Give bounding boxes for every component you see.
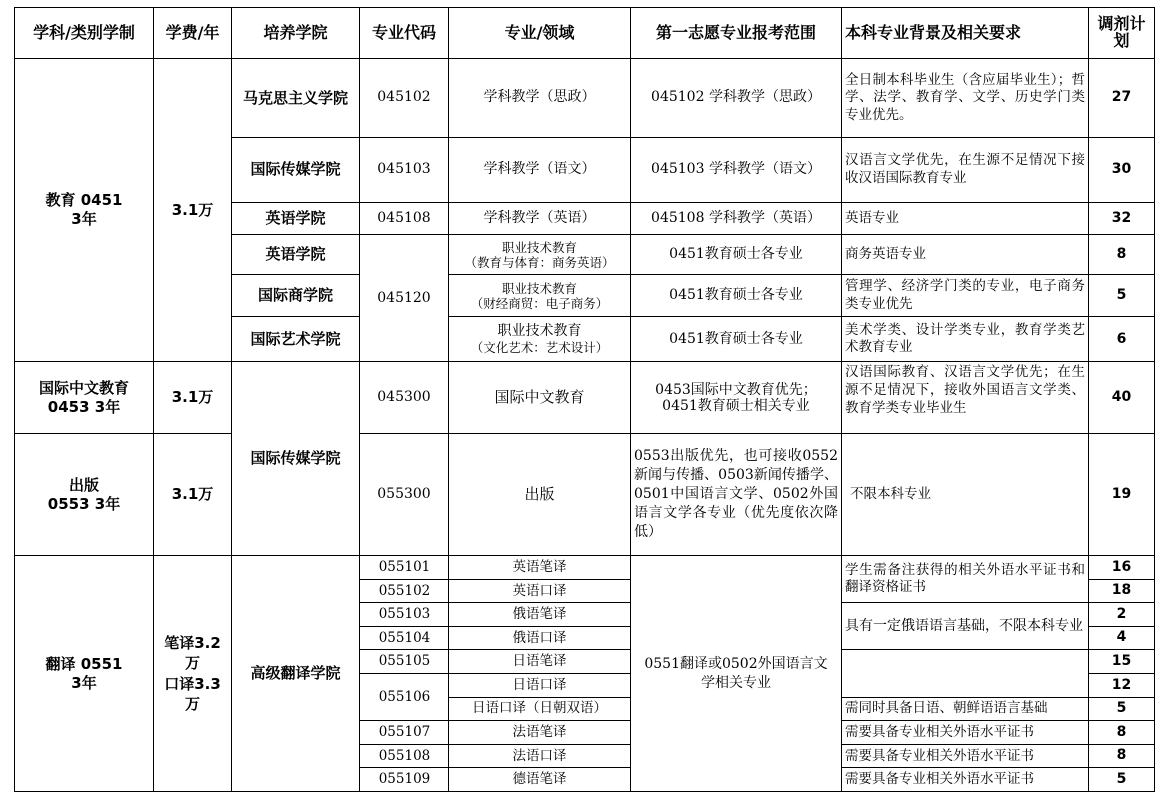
table-row	[15, 434, 1155, 556]
plan-cell: 18	[1089, 579, 1155, 603]
requirement-cell	[842, 362, 1089, 434]
header-college: 培养学院	[232, 8, 360, 59]
scope-cell: 0451教育硕士各专业	[631, 275, 842, 317]
code-cell: 045300	[360, 362, 449, 434]
category-duration: 3年	[71, 210, 97, 229]
category-name: 教育 0451	[45, 191, 123, 210]
category-duration: 3年	[71, 673, 97, 692]
header-scope: 第一志愿专业报考范围	[631, 8, 842, 59]
fee-cell-education: 3.1万	[154, 59, 232, 362]
requirement-cell: 汉语言文学优先，在生源不足情况下接收汉语国际教育专业	[842, 137, 1089, 202]
header-code: 专业代码	[360, 8, 449, 59]
requirement-cell: 英语专业	[842, 202, 1089, 235]
table-row	[15, 59, 1155, 138]
major-cell: 日语口译	[449, 674, 631, 698]
code-cell: 055300	[360, 434, 449, 556]
major-cell: 出版	[449, 434, 631, 556]
code-cell: 045108	[360, 202, 449, 235]
major-cell: 英语笔译	[449, 556, 631, 580]
requirement-cell: 需同时具备日语、朝鲜语语言基础	[842, 697, 1089, 721]
scope-cell: 0553出版优先，也可接收0552新闻与传播、0503新闻传播学、0501中国语言文学、0502外国语言文学各专业（优先度依次降低）	[631, 434, 842, 556]
college-cell: 国际商学院	[232, 275, 360, 317]
category-duration: 0453 3年	[47, 397, 121, 416]
category-cell-intl-chinese	[15, 362, 154, 434]
code-cell: 055102	[360, 579, 449, 603]
plan-cell: 16	[1089, 556, 1155, 580]
major-cell: 日语笔译	[449, 650, 631, 674]
table-row	[15, 556, 1155, 580]
fee-unit: 万	[184, 654, 200, 673]
code-cell: 045103	[360, 137, 449, 202]
header-major: 专业/领域	[449, 8, 631, 59]
category-name: 出版	[68, 475, 99, 494]
scope-cell	[631, 362, 842, 434]
major-subtitle: （财经商贸：电子商务）	[470, 295, 609, 311]
requirement-cell: 商务英语专业	[842, 235, 1089, 275]
scope-cell: 0451教育硕士各专业	[631, 235, 842, 275]
plan-cell: 2	[1089, 603, 1155, 627]
college-cell: 高级翻译学院	[232, 556, 360, 792]
college-cell: 英语学院	[232, 235, 360, 275]
scope-line: 0453国际中文教育优先；	[655, 381, 817, 398]
scope-cell: 0451教育硕士各专业	[631, 317, 842, 362]
college-cell: 英语学院	[232, 202, 360, 235]
category-cell-translation	[15, 556, 154, 792]
major-cell: 英语口译	[449, 579, 631, 603]
college-cell: 马克思主义学院	[232, 59, 360, 138]
fee-cell-intl-chinese: 3.1万	[154, 362, 232, 434]
fee-cell-translation	[154, 556, 232, 792]
plan-cell: 27	[1089, 59, 1155, 138]
code-cell: 055109	[360, 768, 449, 792]
plan-cell: 32	[1089, 202, 1155, 235]
category-duration: 0553 3年	[47, 494, 121, 513]
requirement-cell: 学生需备注获得的相关外语水平证书和翻译资格证书	[842, 556, 1089, 603]
enrollment-table	[14, 7, 1155, 792]
code-cell: 055106	[360, 674, 449, 721]
requirement-text: 汉语国际教育、汉语言文学优先；在生源不足情况下，接收外国语言文学类、教育学类专业毕业生	[845, 364, 1085, 416]
major-title: 职业技术教育	[501, 239, 577, 255]
major-cell: 法语口译	[449, 744, 631, 768]
fee-written: 笔译3.2	[164, 634, 221, 653]
major-subtitle: （教育与体育：商务英语）	[464, 254, 615, 270]
major-cell	[449, 235, 631, 275]
major-cell: 法语笔译	[449, 721, 631, 745]
requirement-cell: 需要具备专业相关外语水平证书	[842, 768, 1089, 792]
major-title: 职业技术教育	[497, 323, 582, 340]
plan-cell: 4	[1089, 626, 1155, 650]
major-cell: 学科教学（思政）	[449, 59, 631, 138]
major-cell	[449, 275, 631, 317]
plan-cell: 8	[1089, 744, 1155, 768]
requirement-cell: 需要具备专业相关外语水平证书	[842, 721, 1089, 745]
code-cell: 055103	[360, 603, 449, 627]
scope-cell: 0551翻译或0502外国语言文学相关专业	[631, 556, 842, 792]
plan-cell: 15	[1089, 650, 1155, 674]
header-category: 学科/类别学制	[15, 8, 154, 59]
code-cell: 045120	[360, 235, 449, 362]
college-cell: 国际传媒学院	[232, 137, 360, 202]
header-plan: 调剂计划	[1089, 8, 1155, 59]
scope-cell: 045102 学科教学（思政）	[631, 59, 842, 138]
plan-cell: 5	[1089, 697, 1155, 721]
plan-cell: 6	[1089, 317, 1155, 362]
requirement-cell: 美术学类、设计学类专业，教育学类艺术教育专业	[842, 317, 1089, 362]
requirement-cell: 管理学、经济学门类的专业，电子商务类专业优先	[842, 275, 1089, 317]
header-row	[15, 8, 1155, 59]
major-subtitle: （文化艺术：艺术设计）	[470, 340, 609, 356]
code-cell: 055104	[360, 626, 449, 650]
category-name: 翻译 0551	[45, 654, 123, 673]
requirement-cell-empty	[842, 650, 1089, 697]
college-cell: 国际艺术学院	[232, 317, 360, 362]
code-cell: 055107	[360, 721, 449, 745]
college-cell: 国际传媒学院	[232, 362, 360, 556]
plan-cell: 8	[1089, 721, 1155, 745]
header-requirement: 本科专业背景及相关要求	[842, 8, 1089, 59]
plan-cell: 12	[1089, 674, 1155, 698]
requirement-cell: 具有一定俄语语言基础，不限本科专业	[842, 603, 1089, 650]
major-title: 职业技术教育	[501, 280, 577, 296]
code-cell: 055105	[360, 650, 449, 674]
plan-cell: 5	[1089, 275, 1155, 317]
major-cell: 学科教学（语文）	[449, 137, 631, 202]
fee-interpreting: 口译3.3	[164, 674, 221, 693]
scope-cell: 045108 学科教学（英语）	[631, 202, 842, 235]
requirement-cell: 全日制本科毕业生（含应届毕业生）；哲学、法学、教育学、文学、历史学门类专业优先。	[842, 59, 1089, 138]
plan-cell: 8	[1089, 235, 1155, 275]
major-cell: 日语口译（日朝双语）	[449, 697, 631, 721]
category-name: 国际中文教育	[38, 379, 129, 398]
code-cell: 055108	[360, 744, 449, 768]
major-cell: 学科教学（英语）	[449, 202, 631, 235]
header-fee: 学费/年	[154, 8, 232, 59]
code-cell: 055101	[360, 556, 449, 580]
major-cell: 国际中文教育	[449, 362, 631, 434]
plan-cell: 30	[1089, 137, 1155, 202]
major-cell: 德语笔译	[449, 768, 631, 792]
plan-cell: 5	[1089, 768, 1155, 792]
requirement-cell: 不限本科专业	[842, 434, 1089, 556]
major-cell: 俄语笔译	[449, 603, 631, 627]
fee-unit: 万	[184, 694, 200, 713]
category-cell-education	[15, 59, 154, 362]
plan-cell: 40	[1089, 362, 1155, 434]
scope-line: 0451教育硕士相关专业	[662, 397, 810, 414]
code-cell: 045102	[360, 59, 449, 138]
category-cell-publishing	[15, 434, 154, 556]
scope-cell: 045103 学科教学（语文）	[631, 137, 842, 202]
major-cell: 俄语口译	[449, 626, 631, 650]
major-cell	[449, 317, 631, 362]
requirement-cell: 需要具备专业相关外语水平证书	[842, 744, 1089, 768]
fee-cell-publishing: 3.1万	[154, 434, 232, 556]
plan-cell: 19	[1089, 434, 1155, 556]
table-row	[15, 362, 1155, 434]
